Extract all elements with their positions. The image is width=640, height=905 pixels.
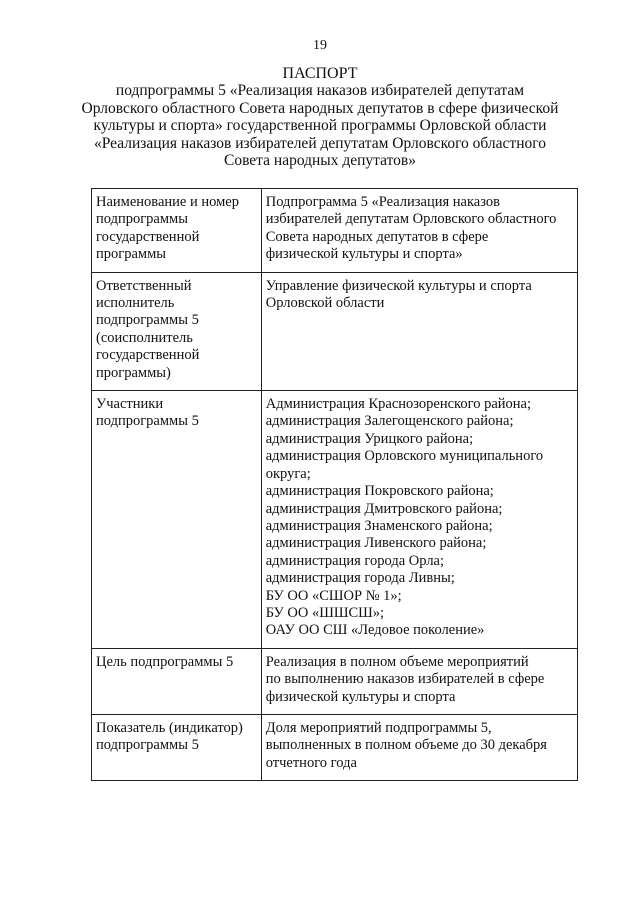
row-value-cell (261, 714, 577, 780)
value-line: Реализация в полном объеме мероприятий (265, 653, 529, 670)
row-value-cell (261, 391, 577, 649)
row-value-cell (261, 648, 577, 714)
row-label-cell (92, 391, 262, 649)
value-line: Совета народных депутатов в сфере (265, 228, 489, 245)
value-line: Орловской области (265, 295, 385, 312)
row-label-cell (92, 714, 262, 780)
value-line: выполненных в полном объеме до 30 декабря (265, 737, 547, 754)
value-line: администрация Знаменского района; (265, 517, 493, 534)
label-line: (соисполнитель (96, 329, 193, 346)
document-heading: ПАСПОРТ (282, 65, 358, 82)
value-line: администрация города Орла; (265, 552, 445, 569)
subheading-line: «Реализация наказов избирателей депутатам Орловского областного (94, 134, 546, 152)
value-line: администрация Ливенского района; (265, 535, 487, 552)
label-line: государственной (96, 347, 200, 364)
table-row (92, 189, 578, 273)
row-value-cell (261, 189, 577, 273)
value-line: БУ ОО «СШОР № 1»; (265, 587, 402, 604)
table-row (92, 648, 578, 714)
label-line: программы) (96, 364, 171, 381)
value-line: избирателей депутатам Орловского областного (265, 211, 557, 228)
label-line: государственной (96, 228, 200, 245)
value-line: администрация Орловского муниципального (265, 448, 544, 465)
value-line: администрация Урицкого района; (265, 430, 474, 447)
label-line: Участники (96, 396, 164, 413)
row-label-cell (92, 189, 262, 273)
value-line: БУ ОО «ШШСШ»; (265, 604, 385, 621)
label-line: подпрограммы (96, 211, 188, 228)
label-line: программы (96, 246, 166, 263)
value-line: по выполнению наказов избирателей в сфере (265, 671, 545, 688)
value-line: отчетного года (265, 754, 357, 771)
label-line: подпрограммы 5 (96, 737, 199, 754)
table-row (92, 391, 578, 649)
label-line: Цель подпрограммы 5 (96, 653, 234, 670)
row-label-cell (92, 648, 262, 714)
document-subheading (60, 82, 580, 170)
value-line: администрация Покровского района; (265, 483, 494, 500)
value-line: администрация города Ливны; (265, 570, 455, 587)
subheading-line: Орловского областного Совета народных депутатов в сфере физической (81, 99, 559, 117)
page-number: 19 (313, 38, 327, 53)
label-line: Ответственный (96, 277, 192, 294)
value-line: администрация Залегощенского района; (265, 413, 514, 430)
subheading-line: Совета народных депутатов» (223, 152, 416, 169)
value-line: Администрация Краснозоренского района; (265, 396, 531, 413)
value-line: Управление физической культуры и спорта (265, 277, 532, 294)
label-line: подпрограммы 5 (96, 312, 199, 329)
value-line: округа; (265, 465, 311, 482)
subheading-line: культуры и спорта» государственной программы Орловской области (93, 117, 547, 134)
value-line: Подпрограмма 5 «Реализация наказов (265, 194, 500, 210)
value-line: физической культуры и спорта» (265, 246, 463, 263)
value-line: физической культуры и спорта (265, 688, 456, 705)
value-line: Доля мероприятий подпрограммы 5, (265, 719, 492, 736)
table-row (92, 272, 578, 390)
subheading-line: подпрограммы 5 «Реализация наказов избирателей депутатам (115, 82, 525, 99)
table-row (92, 714, 578, 780)
value-line: администрация Дмитровского района; (265, 500, 503, 517)
row-label-cell (92, 272, 262, 390)
label-line: Наименование и номер (96, 194, 239, 210)
label-line: Показатель (индикатор) (96, 719, 243, 736)
label-line: исполнитель (96, 295, 175, 312)
value-line: ОАУ ОО СШ «Ледовое поколение» (265, 622, 485, 639)
label-line: подпрограммы 5 (96, 413, 199, 430)
passport-table (91, 188, 578, 781)
row-value-cell (261, 272, 577, 390)
